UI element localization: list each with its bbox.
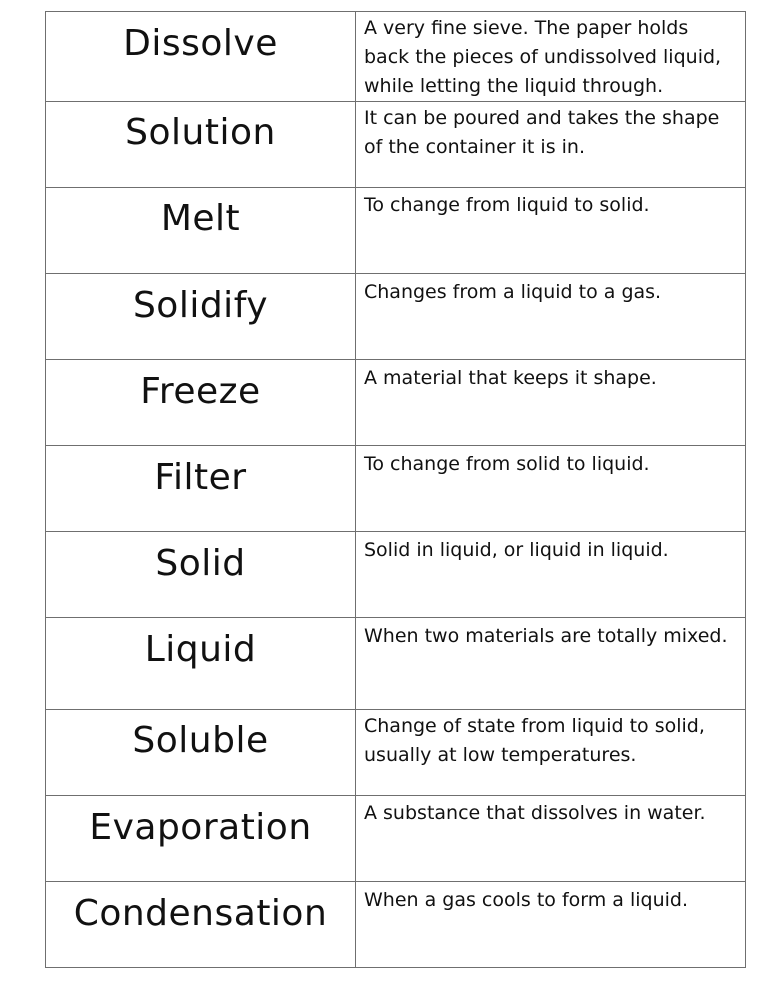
- term-label: Filter: [154, 457, 247, 498]
- term-label: Solid: [155, 543, 246, 584]
- term-label: Freeze: [140, 371, 261, 412]
- term-label: Dissolve: [123, 23, 278, 64]
- table-row: [46, 102, 745, 188]
- term-cell: [46, 188, 356, 273]
- definition-text: Changes from a liquid to a gas.: [364, 281, 662, 303]
- definition-text: To change from solid to liquid.: [364, 453, 650, 475]
- table-row: [46, 446, 745, 532]
- term-label: Condensation: [73, 893, 328, 934]
- definition-text: A very fine sieve. The paper holds back the pieces of undissolved liquid, while letting the liquid through.: [364, 17, 722, 97]
- table-row: [46, 360, 745, 446]
- term-label: Solidify: [132, 285, 269, 326]
- table-row: [46, 710, 745, 796]
- definition-text: Change of state from liquid to solid, usually at low temperatures.: [364, 715, 705, 766]
- term-label: Melt: [160, 198, 241, 239]
- matching-table: [45, 11, 746, 968]
- definition-text: It can be poured and takes the shape of the container it is in.: [364, 107, 720, 158]
- table-row: [46, 12, 745, 102]
- term-cell: [46, 102, 356, 187]
- term-label: Evaporation: [89, 807, 312, 848]
- term-cell: [46, 882, 356, 967]
- term-label: Liquid: [144, 629, 257, 670]
- table-row: [46, 532, 745, 618]
- term-label: Solution: [125, 112, 276, 153]
- table-row: [46, 188, 745, 274]
- term-label: Soluble: [132, 720, 269, 761]
- term-cell: [46, 710, 356, 795]
- definition-text: Solid in liquid, or liquid in liquid.: [364, 539, 669, 561]
- term-cell: [46, 446, 356, 531]
- table-row: [46, 274, 745, 360]
- table-row: [46, 618, 745, 710]
- term-cell: [46, 796, 356, 881]
- term-cell: [46, 274, 356, 359]
- table-row: [46, 796, 745, 882]
- table-row: [46, 882, 745, 967]
- definition-text: To change from liquid to solid.: [364, 194, 650, 216]
- term-cell: [46, 12, 356, 101]
- definition-text: A substance that dissolves in water.: [364, 802, 706, 824]
- term-cell: [46, 532, 356, 617]
- term-cell: [46, 618, 356, 709]
- term-cell: [46, 360, 356, 445]
- definition-text: A material that keeps it shape.: [364, 367, 657, 389]
- definition-text: When a gas cools to form a liquid.: [364, 889, 689, 911]
- definition-text: When two materials are totally mixed.: [364, 625, 728, 647]
